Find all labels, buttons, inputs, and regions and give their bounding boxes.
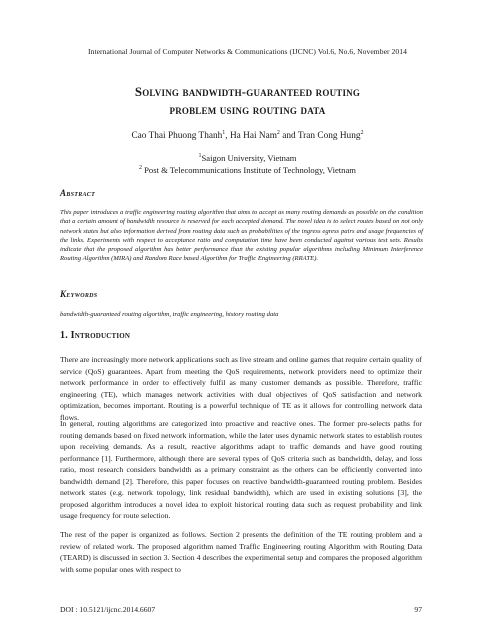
doi-footer: DOI : 10.5121/ijcnc.2014.6607 <box>60 605 156 614</box>
affiliation-number: 2 <box>139 165 142 172</box>
affiliation-text: Post & Telecommunications Institute of Technology, Vietnam <box>142 165 356 175</box>
affiliation-marker: 2 <box>276 130 280 136</box>
body-paragraph: The rest of the paper is organized as follows. Section 2 presents the definition of the TE routing problem and a review of related work. The proposed algorithm named Traffic Engineering routing Algorithm with Routing Data (TEARD) is discussed in section 3. Section 4 describes the experimental setup and compares the proposed algorithm with some popular ones with respect to <box>60 530 422 574</box>
author-separator: , <box>225 131 230 142</box>
author-name: Cao Thai Phuong Thanh <box>131 131 223 142</box>
affiliation-marker: 2 <box>360 130 364 136</box>
introduction-heading: 1. Introduction <box>60 330 131 341</box>
body-paragraph: In general, routing algorithms are categorized into proactive and reactive ones. The former pre-selects paths for routing demands based on fixed network information, while the later uses dynamic network states to establish routes upon receiving demands. As a result, reactive algorithms adapt to traffic demands and have good routing performance [1]. Furthermore, although there are several types of QoS criteria such as bandwidth, delay, and loss ratio, most research considers bandwidth as a primary constraint as the others can be efficiently converted into bandwidth demand [2]. Therefore, this paper focuses on reactive bandwidth-guaranteed routing problem. Besides network states (e.g. network topology, link residual bandwidth), which are used in existing solutions [3], the proposed algorithm introduces a novel idea to exploit historical routing data such as request probability and link usage frequency for route selection. <box>60 419 422 520</box>
affiliation-2 <box>0 165 495 175</box>
affiliation-1 <box>0 153 495 163</box>
keywords-heading: Keywords <box>60 289 98 299</box>
author-name: Tran Cong Hung <box>297 131 361 142</box>
paper-title <box>40 83 455 119</box>
author-separator: and <box>279 131 298 142</box>
author-name: Ha Hai Nam <box>229 131 277 142</box>
affiliation-marker: 1 <box>222 130 226 136</box>
abstract-body: This paper introduces a traffic engineering routing algorithm that aims to accept as many routing demands as possible on the condition that a certain amount of bandwidth resource is reserved for each accepted demand. The novel idea is to select routes based on not only network states but also information derived from routing data such as probabilities of the ingress egress pairs and usage frequencies of the links. Experiments with respect to acceptance ratio and computation time have been conducted against various test sets. Results indicate that the proposed algorithm has better performance than the existing popular algorithms including Minimum Interference Routing Algorithm (MIRA) and Random Race based Algorithm for Traffic Engineering (RRATE). <box>60 209 423 263</box>
paper-title-line-1: Solving bandwidth-guaranteed routing <box>134 85 361 99</box>
affiliation-number: 1 <box>198 153 202 160</box>
author-list <box>0 130 495 141</box>
journal-header: International Journal of Computer Networks & Communications (IJCNC) Vol.6, No.6, November 2014 <box>88 47 407 56</box>
keywords-body: bandwidth-guaranteed routing algorithm, traffic engineering, history routing data <box>60 311 279 318</box>
body-paragraph: There are increasingly more network applications such as live stream and online games that require certain quality of service (QoS) guarantees. Apart from meeting the QoS requirements, network providers need to optimize their network performance in order to effectively fulfil as many customer demands as possible. Therefore, traffic engineering (TE), which manages network activities with dual objectives of QoS satisfaction and network optimization, becomes important. Routing is a powerful technique of TE as it allows for controlling network data flows. <box>60 355 422 422</box>
page-number: 97 <box>414 605 422 614</box>
paper-title-line-2: problem using routing data <box>169 103 326 117</box>
abstract-heading: Abstract <box>60 188 96 198</box>
affiliation-text: Saigon University, Vietnam <box>201 153 297 163</box>
